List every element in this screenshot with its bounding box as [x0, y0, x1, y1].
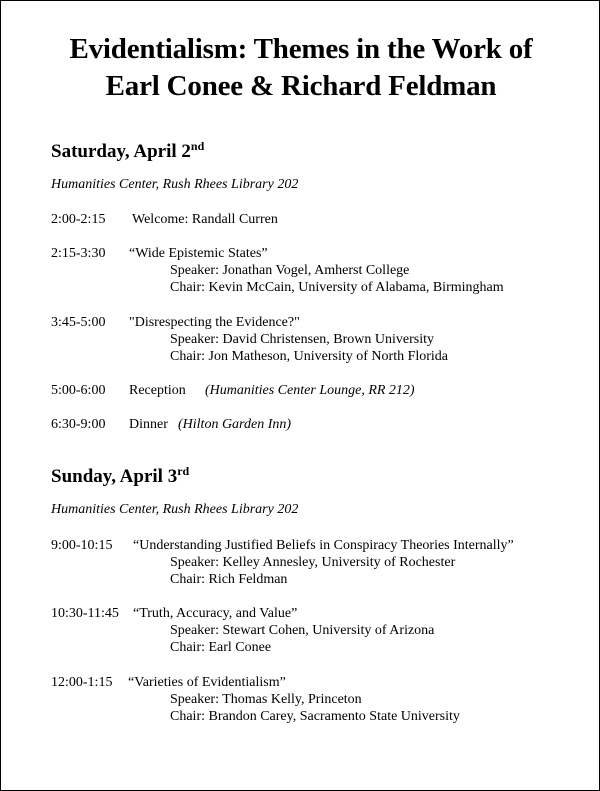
- session-speaker: Speaker: David Christensen, Brown University: [170, 332, 435, 347]
- session-title: “Truth, Accuracy, and Value”: [133, 606, 298, 621]
- session-place: [178, 416, 291, 433]
- session-title: "Disrespecting the Evidence?": [129, 315, 300, 330]
- session-chair: Chair: Earl Conee: [170, 640, 272, 655]
- session-chair: Chair: Brandon Carey, Sacramento State University: [170, 709, 460, 724]
- session-place-text: (Humanities Center Lounge, RR 212): [205, 383, 415, 398]
- session-chair: Chair: Rich Feldman: [170, 572, 288, 587]
- session-speaker: Speaker: Stewart Cohen, University of Arizona: [170, 623, 435, 638]
- session-title: Reception: [129, 383, 186, 398]
- session-time: 6:30-9:00: [51, 417, 106, 432]
- session-title: “Understanding Justified Beliefs in Conspiracy Theories Internally”: [133, 538, 514, 553]
- session-time: 10:30-11:45: [51, 606, 119, 621]
- saturday-day-suffix: nd: [190, 139, 205, 153]
- saturday-heading: [51, 141, 204, 163]
- session-place: [205, 382, 415, 399]
- session-speaker: Speaker: Jonathan Vogel, Amherst College: [170, 263, 410, 278]
- session-title: Welcome: Randall Curren: [132, 212, 278, 227]
- session-speaker: Speaker: Thomas Kelly, Princeton: [170, 692, 362, 707]
- session-chair: Chair: Jon Matheson, University of North Florida: [170, 349, 449, 364]
- session-speaker: Speaker: Kelley Annesley, University of Rochester: [170, 555, 456, 570]
- sunday-day-text: Sunday, April 3: [51, 466, 178, 487]
- session-time: 9:00-10:15: [51, 538, 113, 553]
- sunday-heading: [51, 466, 189, 488]
- page-title-line-1: Evidentialism: Themes in the Work of: [69, 33, 533, 65]
- page-title-line-2: Earl Conee & Richard Feldman: [105, 70, 497, 102]
- saturday-location: Humanities Center, Rush Rhees Library 202: [51, 177, 299, 192]
- session-title: “Varieties of Evidentialism”: [128, 675, 286, 690]
- session-time: 5:00-6:00: [51, 383, 106, 398]
- session-chair: Chair: Kevin McCain, University of Alabama, Birmingham: [170, 280, 504, 295]
- session-title: “Wide Epistemic States”: [129, 246, 268, 261]
- session-time: 2:15-3:30: [51, 246, 106, 261]
- session-time: 3:45-5:00: [51, 315, 106, 330]
- saturday-day-text: Saturday, April 2: [51, 141, 191, 162]
- session-title: Dinner: [129, 417, 168, 432]
- sunday-location: Humanities Center, Rush Rhees Library 202: [51, 502, 299, 517]
- session-time: 12:00-1:15: [51, 675, 113, 690]
- session-place-text: (Hilton Garden Inn): [178, 417, 292, 432]
- session-time: 2:00-2:15: [51, 212, 106, 227]
- sunday-day-suffix: rd: [177, 464, 190, 478]
